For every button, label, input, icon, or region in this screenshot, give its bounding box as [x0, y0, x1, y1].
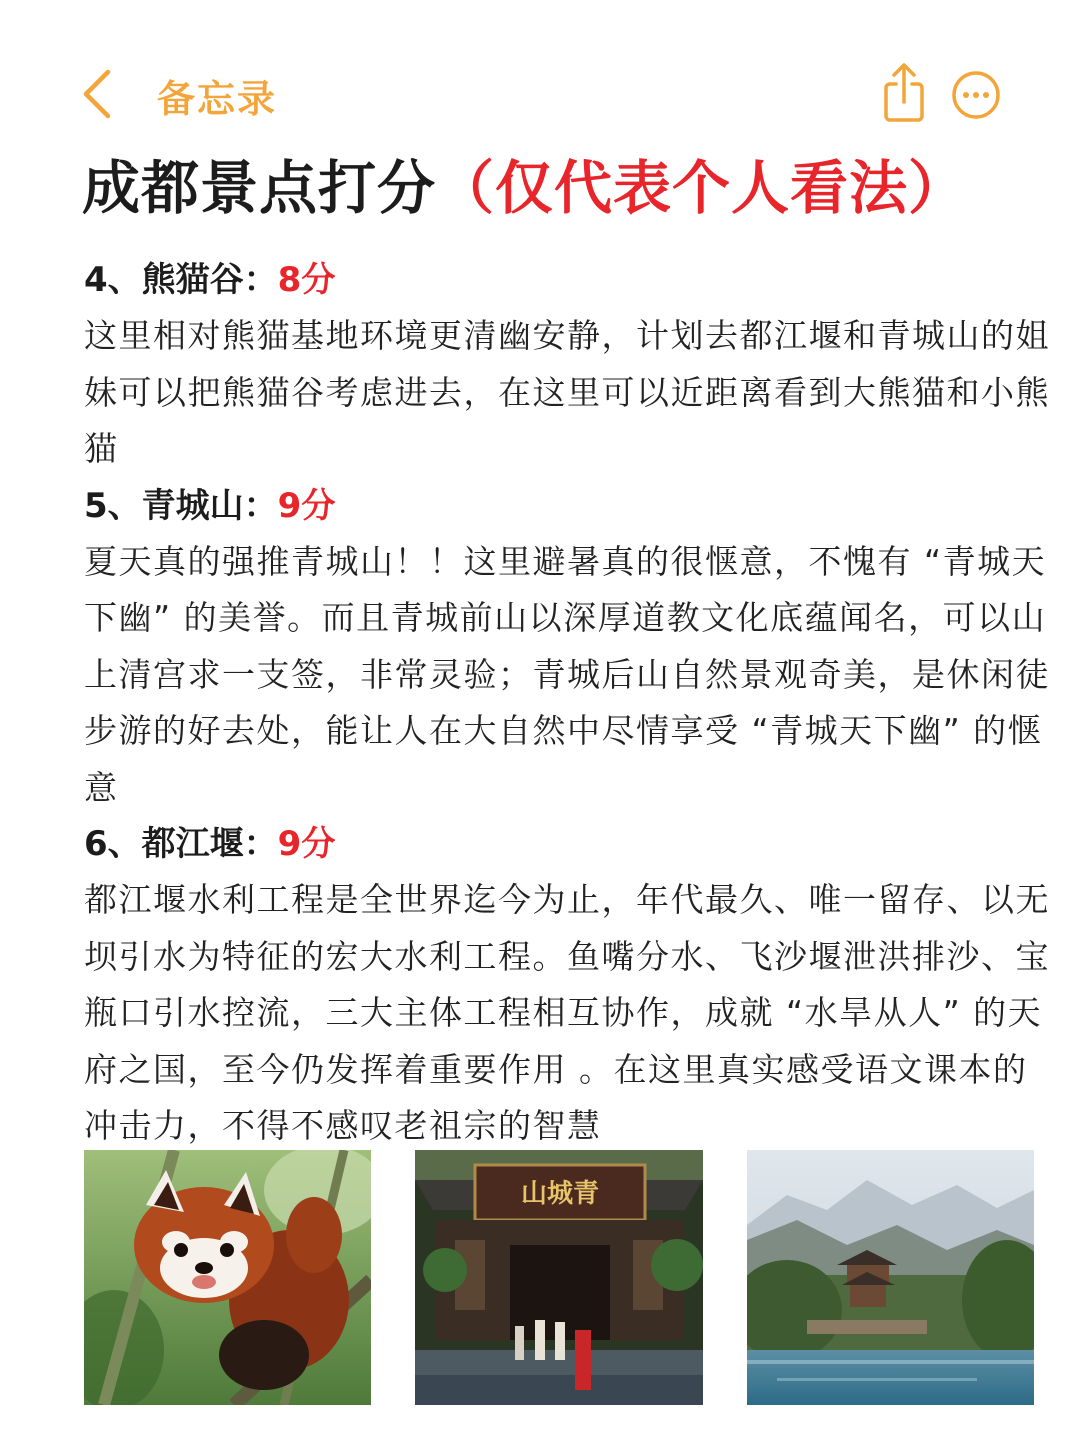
spot-heading: [84, 478, 1059, 534]
share-icon: [880, 62, 928, 124]
title-main: 成都景点打分: [82, 154, 437, 222]
photo-dujiangyan[interactable]: [747, 1150, 1034, 1405]
spot-label: 6、都江堰：: [84, 824, 278, 864]
page-title: [82, 148, 1072, 228]
back-label[interactable]: 备忘录: [157, 77, 278, 121]
gate-sign-text: 山城青: [520, 1179, 600, 1209]
spot-score: 9分: [277, 824, 336, 864]
photo-red-panda[interactable]: [84, 1150, 371, 1405]
spot-description: 夏天真的强推青城山！！这里避暑真的很惬意，不愧有 “青城天下幽” 的美誉。而且青城前山以深厚道教文化底蕴闻名，可以山上清宫求一支签，非常灵验；青城后山自然景观奇美，是休闲徒步游的好去处，能让人在大自然中尽情享受 “青城天下幽” 的惬意: [84, 541, 1050, 807]
more-button[interactable]: [951, 70, 1001, 120]
spot-heading: [84, 252, 1059, 308]
more-icon: [951, 70, 1001, 120]
chevron-left-icon: [78, 66, 138, 122]
back-button[interactable]: [78, 66, 138, 122]
spot-label: 5、青城山：: [84, 485, 278, 526]
spot-description: 这里相对熊猫基地环境更清幽安静，计划去都江堰和青城山的姐妹可以把熊猫谷考虑进去，在这里可以近距离看到大熊猫和小熊猫: [84, 316, 1050, 468]
title-note: （仅代表个人看法）: [436, 154, 968, 222]
note-body: [84, 252, 1059, 1155]
spot-heading: [84, 816, 1059, 872]
photo-qingcheng-gate[interactable]: [415, 1150, 703, 1405]
spot-description: 都江堰水利工程是全世界迄今为止，年代最久、唯一留存、以无坝引水为特征的宏大水利工程。鱼嘴分水、飞沙堰泄洪排沙、宝瓶口引水控流，三大主体工程相互协作，成就 “水旱从人” 的天府之国，至今仍发挥着重要作用 。在这里真实感受语文课本的冲击力，不得不感叹老祖宗的智慧: [84, 880, 1050, 1145]
spot-label: 4、熊猫谷：: [84, 260, 278, 300]
nav-bar: [0, 0, 1080, 140]
spot-score: 9分: [277, 485, 336, 526]
spot-score: 8分: [277, 260, 336, 300]
share-button[interactable]: [880, 62, 928, 124]
